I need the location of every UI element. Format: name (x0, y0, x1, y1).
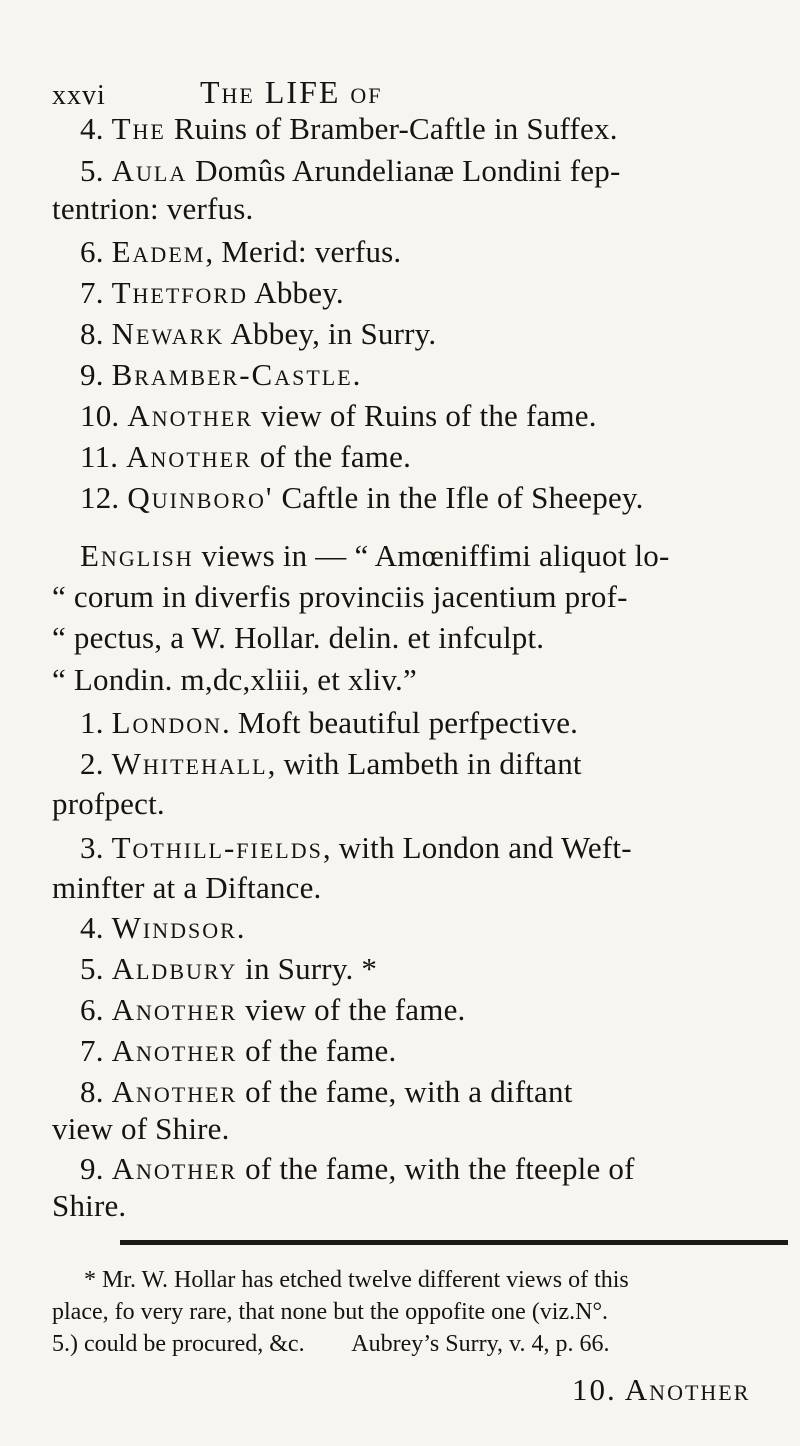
footnote-rule (120, 1240, 788, 1245)
list-item: 12. Quinboro' Caftle in the Ifle of Sheepey. (80, 480, 644, 515)
intro-line: English views in — “ Amœniffimi aliquot lo- (80, 538, 670, 573)
list-item: 3. Tothill-fields, with London and Weft- (80, 830, 632, 865)
intro-line: “ Londin. m,dc,xliii, et xliv.” (52, 662, 417, 697)
footnote-line: 5.) could be procured, &c. Aubrey’s Surry, v. 4, p. 66. (52, 1331, 610, 1357)
list-item: 4. Windsor. (80, 910, 245, 945)
list-item: 4. The Ruins of Bramber-Caftle in Suffex. (80, 111, 618, 146)
list-item: 7. Another of the fame. (80, 1033, 397, 1068)
running-title: The LIFE of (200, 74, 383, 110)
list-item: 9. Another of the fame, with the fteeple of (80, 1151, 635, 1186)
list-item: 9. Bramber-Castle. (80, 357, 361, 392)
list-item: 8. Newark Abbey, in Surry. (80, 316, 437, 351)
list-item: 5. Aldbury in Surry. * (80, 951, 378, 986)
footnote-line: * Mr. W. Hollar has etched twelve different views of this (84, 1267, 629, 1293)
list-item: 6. Another view of the fame. (80, 992, 466, 1027)
list-item: 11. Another of the fame. (80, 439, 412, 474)
list-item: 8. Another of the fame, with a diftant (80, 1074, 573, 1109)
intro-line: “ corum in diverfis provinciis jacentium prof- (52, 579, 628, 614)
catchword: 10. Another (572, 1372, 751, 1407)
page-number: xxvi (52, 80, 106, 111)
list-item: 6. Eadem, Merid: verfus. (80, 234, 402, 269)
list-item: 10. Another view of Ruins of the fame. (80, 398, 597, 433)
list-item: 7. Thetford Abbey. (80, 275, 344, 310)
list-item-continuation: tentrion: verfus. (52, 191, 254, 226)
intro-line: “ pectus, a W. Hollar. delin. et infculpt. (52, 620, 545, 655)
footnote-line: place, fo very rare, that none but the oppofite one (viz.N°. (52, 1299, 609, 1325)
list-item-continuation: minfter at a Diftance. (52, 870, 322, 905)
list-item: 1. London. Moft beautiful perfpective. (80, 705, 579, 740)
list-item: 2. Whitehall, with Lambeth in diftant (80, 746, 582, 781)
list-item-continuation: Shire. (52, 1188, 127, 1223)
list-item-continuation: profpect. (52, 786, 165, 821)
list-item-continuation: view of Shire. (52, 1111, 230, 1146)
list-item: 5. Aula Domûs Arundelianæ Londini fep- (80, 153, 621, 188)
